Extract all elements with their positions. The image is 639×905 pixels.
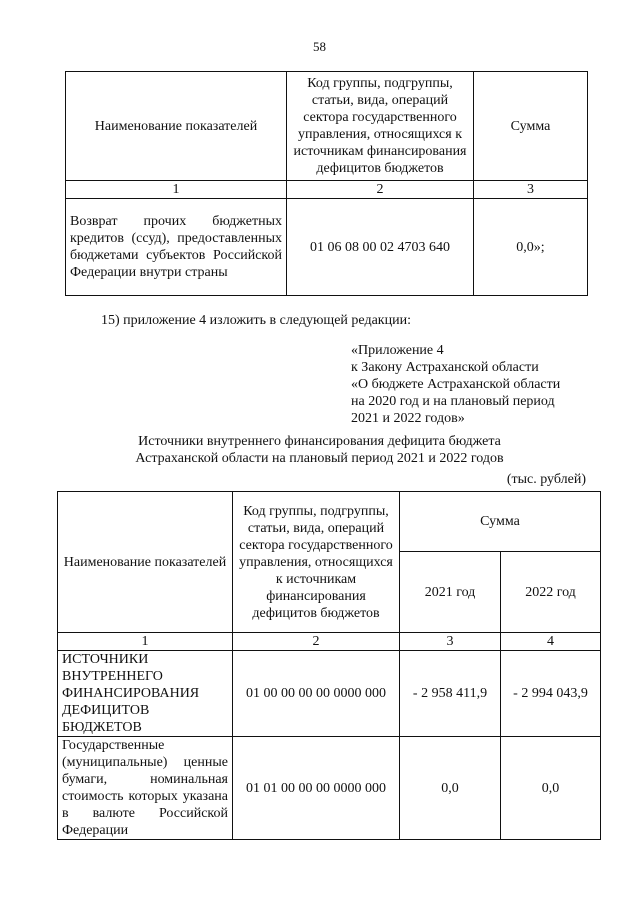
column-number-row	[58, 633, 601, 651]
header-year-2022: 2022 год	[501, 552, 601, 633]
table-row	[66, 199, 588, 296]
row-value-2021: 0,0	[400, 737, 501, 840]
financing-sources-table	[57, 491, 601, 840]
header-sum: Сумма	[474, 72, 588, 181]
row-value-2022: - 2 994 043,9	[501, 651, 601, 737]
appendix-line: «Приложение 4	[351, 343, 444, 358]
units-label: (тыс. рублей)	[506, 472, 586, 487]
header-name: Наименование показателей	[58, 492, 233, 633]
title-line: Астраханской области на плановый период 2021 и 2022 годов	[135, 451, 504, 466]
row-code: 01 01 00 00 00 0000 000	[233, 737, 400, 840]
column-number: 2	[287, 181, 474, 199]
appendix-reference	[351, 342, 611, 427]
sources-table-continuation	[65, 71, 588, 296]
column-number: 1	[58, 633, 233, 651]
amendment-paragraph: 15) приложение 4 изложить в следующей редакции:	[101, 313, 411, 328]
row-name: Государственные (муниципальные) ценные бумаги, номинальная стоимость которых указана в валюте Российской Федерации	[58, 737, 233, 840]
column-number: 2	[233, 633, 400, 651]
appendix-line: на 2020 год и на плановый период	[351, 394, 555, 409]
table-row	[58, 651, 601, 737]
header-name: Наименование показателей	[66, 72, 287, 181]
title-line: Источники внутреннего финансирования дефицита бюджета	[138, 434, 501, 449]
column-number: 4	[501, 633, 601, 651]
column-number: 3	[474, 181, 588, 199]
appendix-line: «О бюджете Астраханской области	[351, 377, 561, 392]
column-number-row	[66, 181, 588, 199]
table-row	[58, 737, 601, 840]
row-name: Возврат прочих бюджетных кредитов (ссуд), предоставленных бюджетами субъектов Российской Федерации внутри страны	[66, 199, 287, 296]
row-name: ИСТОЧНИКИ ВНУТРЕННЕГО ФИНАНСИРОВАНИЯ ДЕФИЦИТОВ БЮДЖЕТОВ	[58, 651, 233, 737]
page-number: 58	[313, 39, 326, 54]
column-number: 3	[400, 633, 501, 651]
header-code: Код группы, подгруппы, статьи, вида, операций сектора государственного управления, относящихся к источникам финансирования дефицитов бюджетов	[287, 72, 474, 181]
row-value-2022: 0,0	[501, 737, 601, 840]
table-header-row	[66, 72, 588, 181]
header-sum: Сумма	[400, 492, 601, 552]
appendix-line: 2021 и 2022 годов»	[351, 411, 465, 426]
header-year-2021: 2021 год	[400, 552, 501, 633]
row-value-2021: - 2 958 411,9	[400, 651, 501, 737]
appendix-line: к Закону Астраханской области	[351, 360, 539, 375]
row-sum: 0,0»;	[474, 199, 588, 296]
table-header-row	[58, 492, 601, 552]
row-code: 01 00 00 00 00 0000 000	[233, 651, 400, 737]
column-number: 1	[66, 181, 287, 199]
row-code: 01 06 08 00 02 4703 640	[287, 199, 474, 296]
header-code: Код группы, подгруппы, статьи, вида, операций сектора государственного управления, относящихся к источникам финансирования дефицитов бюджетов	[233, 492, 400, 633]
document-title	[0, 433, 639, 467]
